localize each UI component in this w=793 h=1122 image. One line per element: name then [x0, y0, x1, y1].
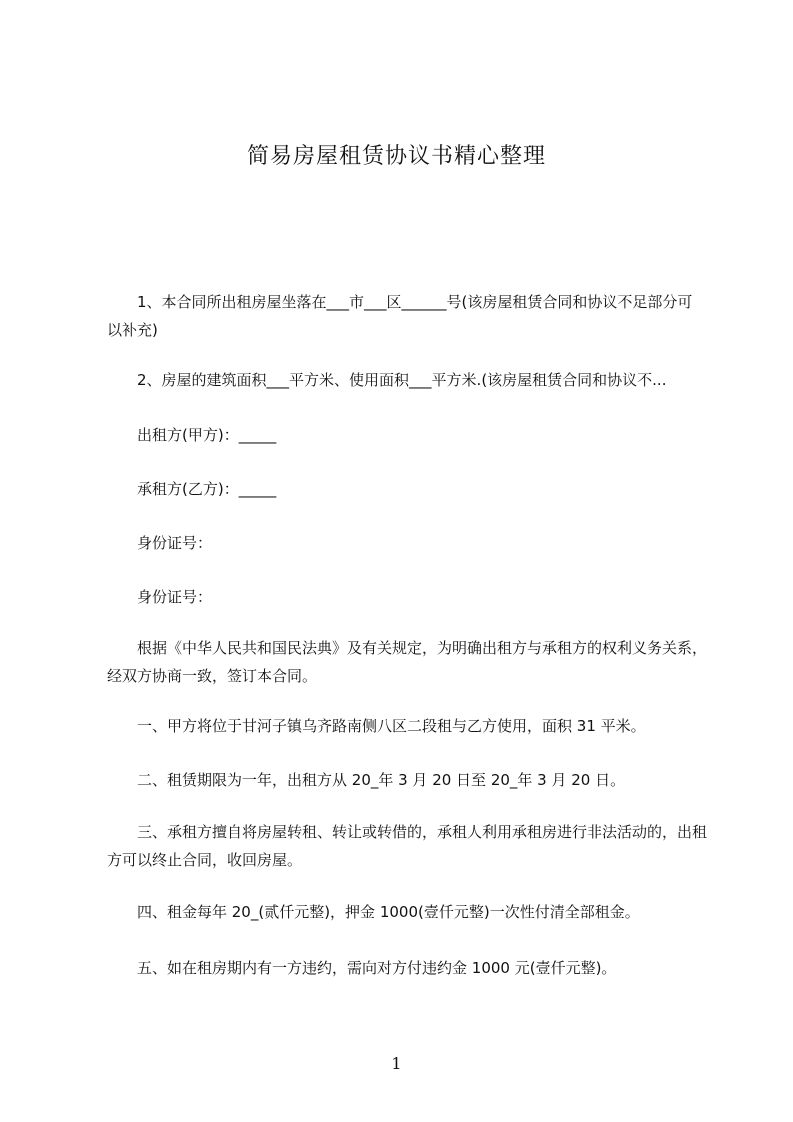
- lessee-line: [107, 475, 707, 503]
- paragraph-text: 一、甲方将位于甘河子镇乌齐路南侧八区二段租与乙方使用，面积 31 平米。: [137, 717, 646, 735]
- id-number-line-1: [107, 529, 707, 557]
- preamble-paragraph: [107, 634, 707, 690]
- paragraph-text: 1、本合同所出租房屋坐落在___市___区______号(该房屋租赁合同和协议不足部分可以补充): [107, 293, 693, 339]
- paragraph-text: 二、租赁期限为一年，出租方从 20_年 3 月 20 日至 20_年 3 月 20 日。: [137, 771, 626, 789]
- article-1: [107, 712, 707, 740]
- paragraph-text: 身份证号：: [137, 534, 213, 552]
- paragraph-clause-1: [107, 288, 707, 344]
- paragraph-text: 身份证号：: [137, 588, 213, 606]
- lessor-line: [107, 421, 707, 449]
- page-number: 1: [391, 1054, 402, 1073]
- paragraph-text: 出租方(甲方)：_____: [137, 426, 277, 444]
- paragraph-clause-2: [107, 366, 707, 394]
- paragraph-text: 五、如在租房期内有一方违约，需向对方付违约金 1000 元(壹仟元整)。: [137, 959, 617, 977]
- article-5: [107, 954, 707, 982]
- document-title: 简易房屋租赁协议书精心整理: [246, 144, 546, 169]
- article-4: [107, 898, 707, 926]
- paragraph-text: 根据《中华人民共和国民法典》及有关规定，为明确出租方与承租方的权利义务关系，经双方协商一致，签订本合同。: [107, 639, 708, 685]
- article-2: [107, 766, 707, 794]
- paragraph-text: 承租方(乙方)：_____: [137, 480, 277, 498]
- paragraph-text: 三、承租方擅自将房屋转租、转让或转借的，承租人利用承租房进行非法活动的，出租方可以终止合同，收回房屋。: [107, 823, 708, 869]
- article-3: [107, 818, 707, 874]
- paragraph-text: 2、房屋的建筑面积___平方米、使用面积___平方米.(该房屋租赁合同和协议不...: [137, 371, 667, 389]
- paragraph-text: 四、租金每年 20_(贰仟元整)，押金 1000(壹仟元整)一次性付清全部租金。: [137, 903, 640, 921]
- id-number-line-2: [107, 583, 707, 611]
